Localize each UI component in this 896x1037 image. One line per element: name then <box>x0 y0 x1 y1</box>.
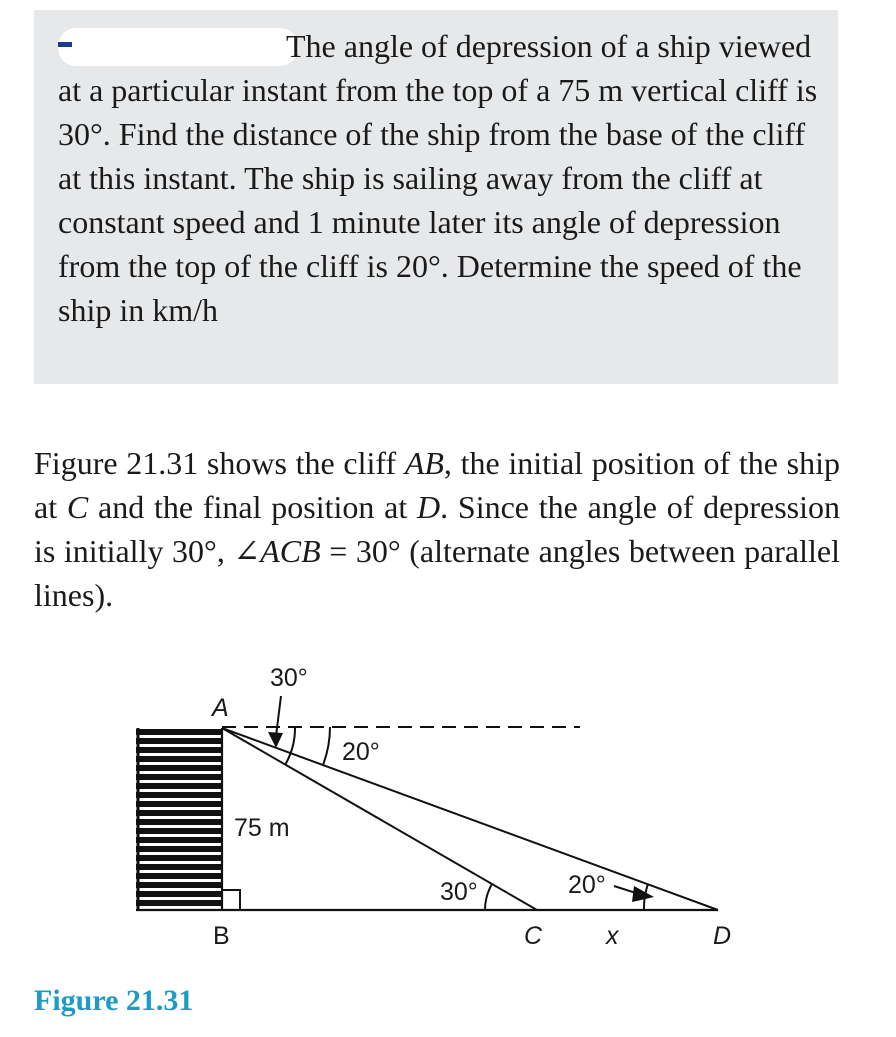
figure-caption: Figure 21.31 <box>34 984 194 1017</box>
angle-label-30-c: 30° <box>440 878 478 906</box>
angle-arc-30-at-a <box>285 727 295 765</box>
angle-label-20-d: 20° <box>568 871 606 899</box>
cliff-hatching <box>136 728 222 910</box>
solution-acb: ACB <box>260 533 321 569</box>
problem-text: The angle of depression of a ship viewed at a particular instant from the top of a 75 m vertical cliff is 30°. Find the distance of the ship from the base of the cliff at this instant. The ship is sailing away from the cliff at constant speed and 1 minute later its angle of depression from the top of the cliff is 20°. Determine the speed of the ship in km/h <box>58 28 818 328</box>
arrow-30-stem <box>276 696 281 736</box>
solution-c: C <box>66 489 89 525</box>
right-angle-marker <box>222 890 240 910</box>
solution-part-5: = 30° (alternate angles between parallel lines). <box>34 533 841 613</box>
label-a: A <box>212 694 229 722</box>
label-c: C <box>524 922 543 950</box>
angle-label-20-top: 20° <box>342 738 380 766</box>
arrow-20-head <box>632 886 654 902</box>
solution-part-3: and the final position at <box>88 489 418 525</box>
angle-arc-20-at-a <box>323 727 330 765</box>
solution-d: D <box>417 489 441 525</box>
angle-arc-30-at-c <box>485 884 492 910</box>
label-x: x <box>606 922 619 950</box>
solution-part-4: . Since the angle of depression is initially 30°, ∠ <box>34 489 841 569</box>
label-b: B <box>213 922 230 950</box>
solution-part-1: Figure 21.31 shows the cliff <box>34 445 405 481</box>
solution-part-2: , the initial position of the ship at <box>34 445 840 525</box>
arrow-20-stem <box>614 886 636 893</box>
height-label: 75 m <box>234 814 290 842</box>
angle-label-30-top: 30° <box>270 664 308 692</box>
label-d: D <box>713 922 732 950</box>
solution-ab: AB <box>404 445 444 481</box>
